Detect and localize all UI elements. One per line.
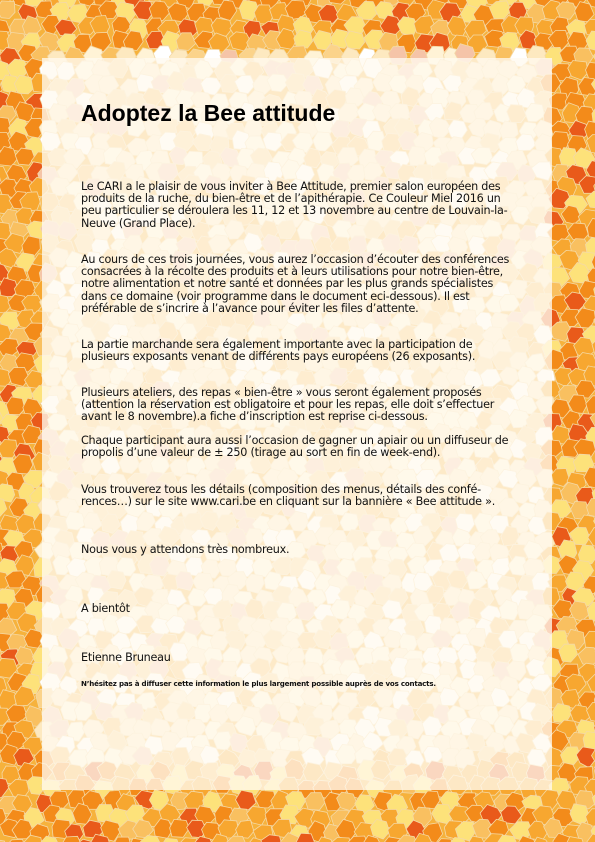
page-title: Adoptez la Bee attitude (81, 100, 336, 126)
mosaic-tile (0, 1, 15, 19)
mosaic-tile (211, 18, 232, 36)
mosaic-tile (578, 78, 595, 97)
closing-greeting: A bientôt (81, 602, 130, 615)
mosaic-tile (559, 644, 578, 662)
paragraph-exhibitors: La partie marchande sera également importante avec la participation de plusieurs exposants venant de différents pays européens (26 exposants). (81, 338, 476, 364)
paragraph-workshops: Plusieurs ateliers, des repas « bien-être » vous seront également proposés (attention la réservation est obligatoire et pour les repas, elle doit s’effectuer avant le 8 novembre).a fiche d’inscription est reprise ci-dessous. (81, 386, 495, 424)
mosaic-tile (14, 75, 34, 94)
mosaic-tile (170, 819, 190, 837)
footnote: N’hésitez pas à diffuser cette information le plus largement possible auprès de vos contacts. (81, 679, 436, 688)
mosaic-tile (567, 223, 588, 241)
paragraph-conferences: Au cours de ces trois journées, vous aurez l’occasion d’écouter des conférences consacrées à la récolte des produits et à leurs utilisations pour notre bien-être, notre alimentation et notre santé et données par les plus grands spécialistes dans ce domaine (voir programme dans le document eci-dessous). Il est préférable de s’incrire à l’avance pour éviter les files d’attente. (81, 253, 510, 315)
mosaic-tile (586, 396, 595, 414)
paragraph-details: Vous trouverez tous les détails (composition des menus, détails des conférences…) sur le site www.cari.be en cliquant sur la bannière « Bee attitude ». (81, 483, 496, 509)
paragraph-prize: Chaque participant aura aussi l’occasion de gagner un apiair ou un diffuseur de propolis d’une valeur de ± 250 (tirage au sort en fin de week-end). (81, 434, 509, 460)
paragraph-invite: Nous vous y attendons très nombreux. (81, 543, 290, 556)
mosaic-tile (345, 31, 365, 49)
mosaic-tile (8, 368, 29, 387)
mosaic-tile (178, 838, 198, 842)
signature-name: Etienne Bruneau (81, 651, 171, 664)
mosaic-tile (568, 61, 589, 81)
mosaic-tile (161, 838, 180, 842)
mosaic-tile (586, 191, 595, 208)
paragraph-intro: Le CARI a le plaisir de vous inviter à Bee Attitude, premier salon européen des produits de la ruche, du bien-être et de l’apithérapie. Ce Couleur Miel 2016 un peu particulier se déroulera les 11, 12 et 13 novembre au centre de Louvain-la-Neuve (Grand Place). (81, 180, 508, 230)
